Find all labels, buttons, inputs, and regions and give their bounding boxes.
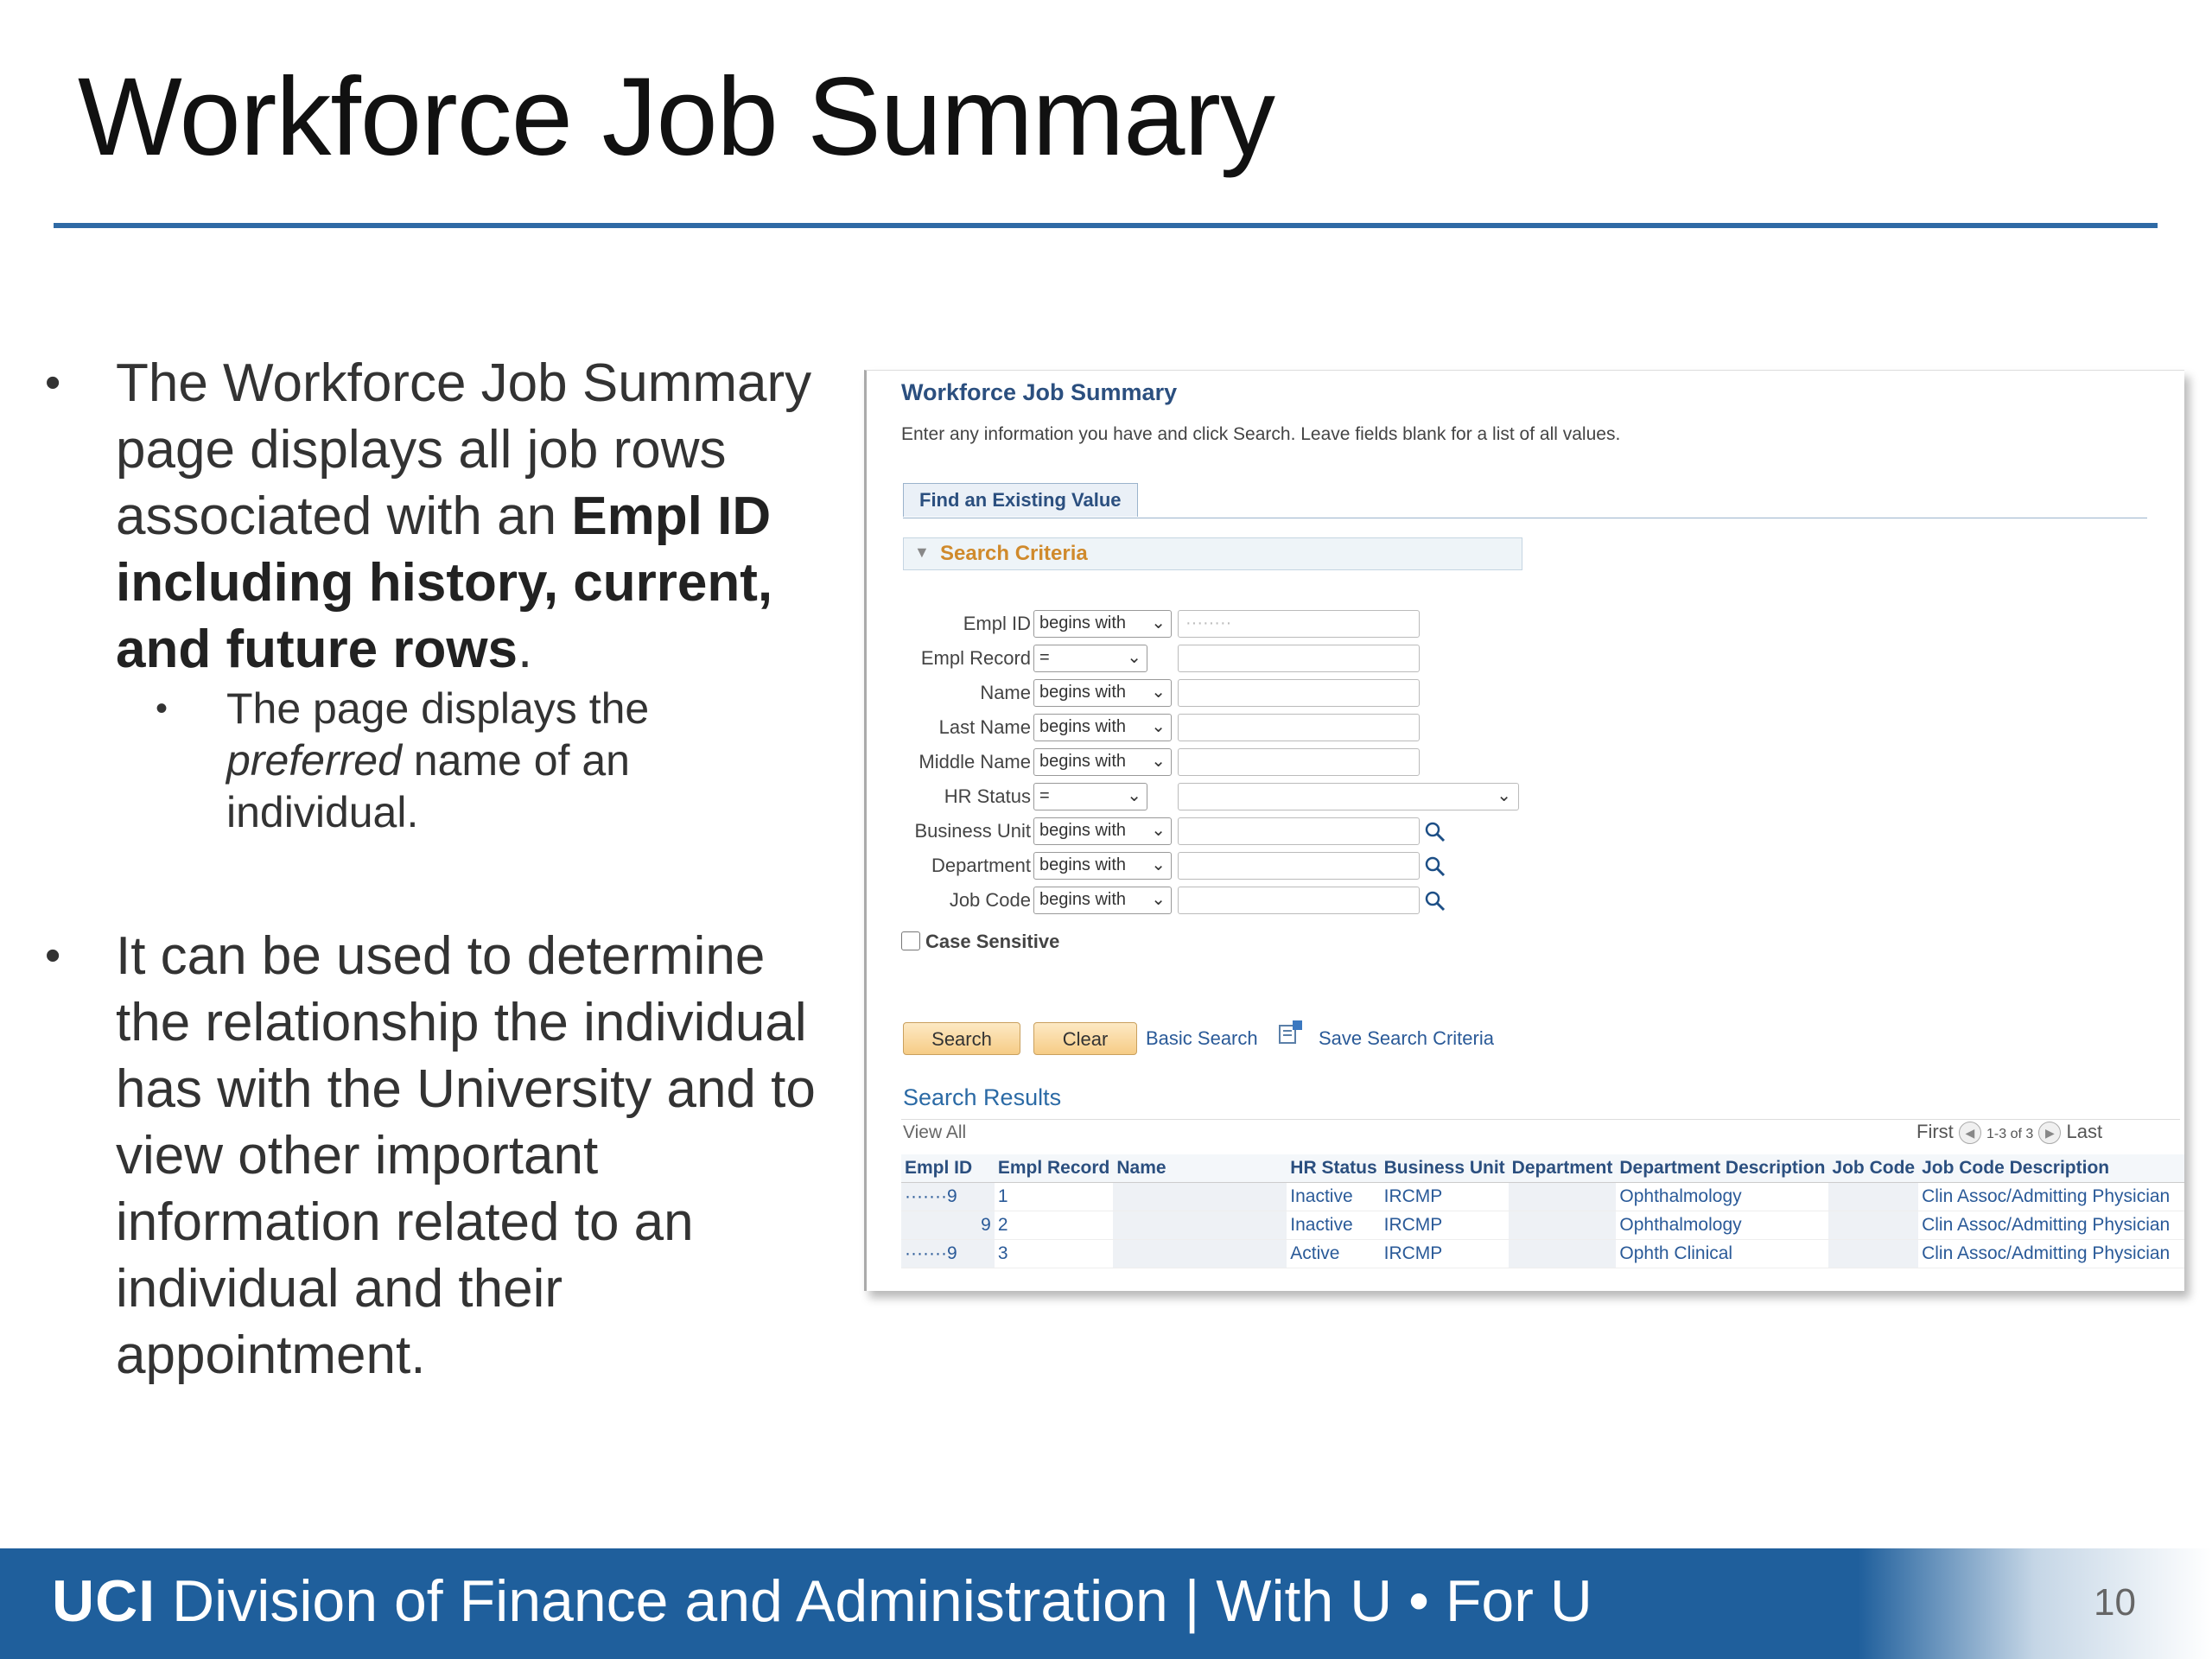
cell-empl-record[interactable]: 2 <box>995 1211 1114 1240</box>
column-header[interactable]: Department <box>1509 1154 1617 1183</box>
chevron-down-icon: ⌄ <box>1151 855 1166 874</box>
chevron-down-icon: ⌄ <box>1127 786 1141 805</box>
search-criteria-label: Search Criteria <box>940 542 1088 565</box>
page-number: 10 <box>2094 1581 2136 1624</box>
table-row[interactable] <box>901 1183 2184 1211</box>
operator-select[interactable]: begins with ⌄ <box>1033 852 1172 880</box>
field-label: Business Unit <box>914 820 1031 842</box>
operator-select[interactable]: begins with ⌄ <box>1033 610 1172 638</box>
cell-department-description[interactable]: Ophthalmology <box>1616 1183 1828 1211</box>
results-divider <box>901 1119 2180 1120</box>
column-header[interactable]: Empl Record <box>995 1154 1114 1183</box>
field-label: HR Status <box>944 785 1031 807</box>
job-code-input[interactable] <box>1178 887 1420 914</box>
bullet-2-text: It can be used to determine the relationship the individual has with the University and to view other important information related to an individual and their appointment. <box>116 926 816 1385</box>
field-label: Empl Record <box>920 647 1031 669</box>
basic-search-link[interactable]: Basic Search <box>1146 1027 1258 1049</box>
lookup-magnifier-icon[interactable] <box>1422 819 1448 845</box>
bullet-1-bold: Empl ID including history, current, and future rows <box>116 486 773 679</box>
cell-department[interactable] <box>1509 1240 1617 1268</box>
title-divider <box>54 223 2158 228</box>
cell-empl-record[interactable]: 3 <box>995 1240 1114 1268</box>
name-input[interactable] <box>1178 679 1420 707</box>
chevron-down-icon: ⌄ <box>1151 613 1166 632</box>
save-criteria-icon[interactable] <box>1277 1019 1305 1046</box>
cell-business-unit[interactable]: IRCMP <box>1381 1211 1509 1240</box>
column-header[interactable]: Business Unit <box>1381 1154 1509 1183</box>
sub-bullet-dot: • <box>156 690 168 728</box>
pager-count: 1-3 of 3 <box>1986 1127 2034 1141</box>
cell-business-unit[interactable]: IRCMP <box>1381 1240 1509 1268</box>
chevron-down-icon: ⌄ <box>1497 786 1511 805</box>
hr-status-select[interactable] <box>1178 783 1519 810</box>
prev-page-icon[interactable]: ◀ <box>1959 1122 1981 1144</box>
sub-bullet-text-a: The page displays the <box>226 684 650 733</box>
lookup-magnifier-icon[interactable] <box>1422 854 1448 880</box>
table-row[interactable] <box>901 1240 2184 1268</box>
operator-select[interactable]: begins with ⌄ <box>1033 817 1172 845</box>
view-all-link[interactable]: View All <box>903 1122 967 1142</box>
column-header[interactable]: Job Code Description <box>1918 1154 2184 1183</box>
cell-hr-status[interactable]: Inactive <box>1287 1211 1380 1240</box>
case-sensitive-option[interactable] <box>901 931 1059 953</box>
table-row[interactable] <box>901 1211 2184 1240</box>
bullet-1-text: The Workforce Job Summary page displays all job rows associated with an <box>116 353 812 546</box>
column-header[interactable]: HR Status <box>1287 1154 1380 1183</box>
cell-hr-status[interactable]: Inactive <box>1287 1183 1380 1211</box>
column-header[interactable]: Name <box>1113 1154 1287 1183</box>
lookup-magnifier-icon[interactable] <box>1422 888 1448 914</box>
chevron-down-icon: ⌄ <box>1151 821 1166 840</box>
department-input[interactable] <box>1178 852 1420 880</box>
cell-empl-id[interactable]: ·······9 <box>901 1183 995 1211</box>
column-header[interactable]: Job Code <box>1828 1154 1918 1183</box>
business-unit-input[interactable] <box>1178 817 1420 845</box>
search-button[interactable]: Search <box>903 1022 1020 1055</box>
field-label: Department <box>931 855 1031 876</box>
cell-name[interactable] <box>1113 1183 1287 1211</box>
next-page-icon[interactable]: ▶ <box>2038 1122 2061 1144</box>
results-header-row <box>901 1154 2184 1183</box>
operator-select[interactable]: begins with ⌄ <box>1033 679 1172 707</box>
screenshot-panel <box>864 370 2184 1291</box>
sub-bullet-text-b: name of an individual. <box>226 736 630 836</box>
field-label: Job Code <box>949 889 1031 911</box>
middle-name-input[interactable] <box>1178 748 1420 776</box>
instructions-text: Enter any information you have and click Search. Leave fields blank for a list of all values. <box>901 424 1621 444</box>
column-header[interactable]: Empl ID <box>901 1154 995 1183</box>
empl-record-input[interactable] <box>1178 645 1420 672</box>
chevron-down-icon: ⌄ <box>1151 683 1166 702</box>
cell-empl-id[interactable]: ·······9 <box>901 1240 995 1268</box>
bullet-list <box>45 350 823 1389</box>
field-label: Last Name <box>938 716 1031 738</box>
last-name-input[interactable] <box>1178 714 1420 741</box>
collapse-triangle-icon: ▼ <box>914 543 930 561</box>
pager-last-link[interactable]: Last <box>2066 1121 2103 1142</box>
field-label: Empl ID <box>963 613 1031 634</box>
chevron-down-icon: ⌄ <box>1151 890 1166 909</box>
chevron-down-icon: ⌄ <box>1151 752 1166 771</box>
case-sensitive-label: Case Sensitive <box>925 931 1060 952</box>
cell-department-description[interactable]: Ophth Clinical <box>1616 1240 1828 1268</box>
save-search-criteria-link[interactable]: Save Search Criteria <box>1319 1027 1494 1049</box>
cell-empl-record[interactable]: 1 <box>995 1183 1114 1211</box>
chevron-down-icon: ⌄ <box>1127 648 1141 667</box>
cell-business-unit[interactable]: IRCMP <box>1381 1183 1509 1211</box>
cell-job-code[interactable] <box>1828 1183 1918 1211</box>
slide-title: Workforce Job Summary <box>78 55 1274 179</box>
chevron-down-icon: ⌄ <box>1151 717 1166 736</box>
operator-select[interactable]: begins with ⌄ <box>1033 748 1172 776</box>
cell-name[interactable] <box>1113 1240 1287 1268</box>
sub-bullet-italic: preferred <box>226 736 402 785</box>
pager-first-link[interactable]: First <box>1916 1121 1954 1142</box>
column-header[interactable]: Department Description <box>1616 1154 1828 1183</box>
cell-job-code-description[interactable]: Clin Assoc/Admitting Physician <box>1918 1211 2184 1240</box>
uci-logo: UCI <box>52 1568 156 1634</box>
cell-name[interactable] <box>1113 1211 1287 1240</box>
bullet-dot: • <box>45 931 61 981</box>
bullet-2 <box>45 923 823 1389</box>
cell-department[interactable] <box>1509 1211 1617 1240</box>
cell-empl-id[interactable]: 9 <box>901 1211 995 1240</box>
footer-bar <box>0 1548 2212 1659</box>
cell-job-code[interactable] <box>1828 1211 1918 1240</box>
field-label: Name <box>980 682 1031 703</box>
case-sensitive-checkbox[interactable] <box>901 931 920 950</box>
cell-department[interactable] <box>1509 1183 1617 1211</box>
cell-department-description[interactable]: Ophthalmology <box>1616 1211 1828 1240</box>
results-pager <box>1916 1121 2102 1144</box>
operator-select[interactable]: = ⌄ <box>1033 645 1147 672</box>
results-table <box>901 1154 2184 1268</box>
page-title: Workforce Job Summary <box>901 379 1178 405</box>
footer-text <box>52 1567 1592 1635</box>
cell-job-code-description[interactable]: Clin Assoc/Admitting Physician <box>1918 1240 2184 1268</box>
bullet-1 <box>45 350 823 683</box>
search-criteria-header[interactable] <box>903 537 1522 570</box>
bullet-dot: • <box>45 358 61 408</box>
bullet-1-end: . <box>518 620 533 679</box>
cell-job-code-description[interactable]: Clin Assoc/Admitting Physician <box>1918 1183 2184 1211</box>
empl-id-input[interactable]: ········ <box>1178 610 1420 638</box>
footer-tagline: Division of Finance and Administration | With U • For U <box>156 1568 1592 1634</box>
operator-select[interactable]: begins with ⌄ <box>1033 714 1172 741</box>
cell-job-code[interactable] <box>1828 1240 1918 1268</box>
operator-select[interactable]: begins with ⌄ <box>1033 887 1172 914</box>
search-results-title: Search Results <box>903 1084 1062 1110</box>
clear-button[interactable]: Clear <box>1033 1022 1137 1055</box>
sub-bullet-1 <box>45 683 823 838</box>
operator-select[interactable]: = ⌄ <box>1033 783 1147 810</box>
tab-find-existing-value[interactable]: Find an Existing Value <box>903 483 1138 517</box>
field-label: Middle Name <box>918 751 1031 772</box>
cell-hr-status[interactable]: Active <box>1287 1240 1380 1268</box>
